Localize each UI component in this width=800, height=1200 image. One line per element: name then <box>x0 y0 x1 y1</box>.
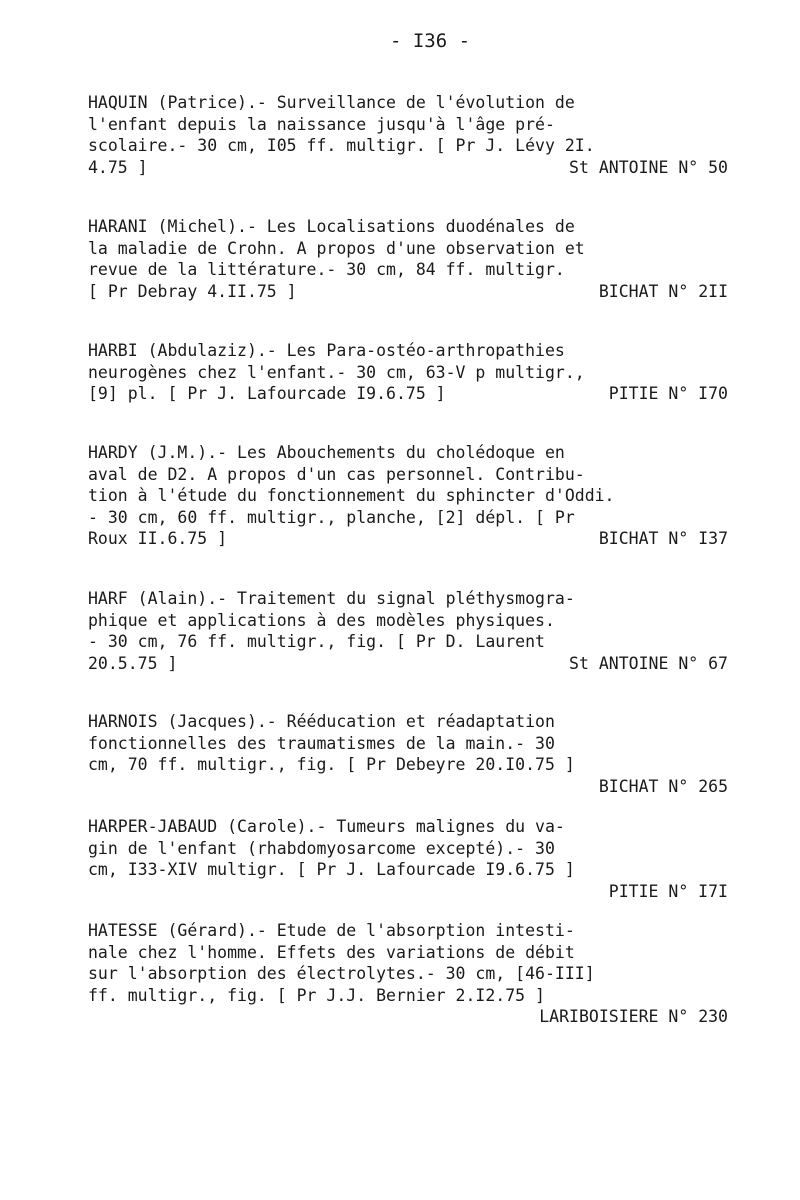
bibliography-entry <box>88 340 728 405</box>
entry-line: - 30 cm, 60 ff. multigr., planche, [2] dépl. [ Pr <box>88 507 575 527</box>
library-location: St ANTOINE N° 67 <box>569 653 728 673</box>
library-location: PITIE N° I7I <box>608 881 728 901</box>
bibliography-entry <box>88 92 728 178</box>
library-location: BICHAT N° 2II <box>598 281 728 301</box>
library-location: St ANTOINE N° 50 <box>569 157 728 177</box>
entry-line: la maladie de Crohn. A propos d'une observation et <box>88 238 585 258</box>
entry-line: HAQUIN (Patrice).- Surveillance de l'évolution de <box>88 93 575 112</box>
bibliography-entry <box>88 711 728 797</box>
bibliography-entry <box>88 920 728 1028</box>
entry-line: [9] pl. [ Pr J. Lafourcade I9.6.75 ] <box>88 384 446 403</box>
entry-line: cm, I33-XIV multigr. [ Pr J. Lafourcade I9.6.75 ] <box>88 860 575 879</box>
entry-line: phique et applications à des modèles physiques. <box>88 610 555 630</box>
entry-line: l'enfant depuis la naissance jusqu'à l'âge pré- <box>88 114 555 134</box>
bibliography-entry <box>88 216 728 302</box>
entry-line: Roux II.6.75 ] <box>88 529 228 548</box>
bibliography-entry <box>88 442 728 550</box>
library-location: PITIE N° I70 <box>608 384 728 403</box>
entry-line: HARANI (Michel).- Les Localisations duodénales de <box>88 217 575 236</box>
entry-line: ff. multigr., fig. [ Pr J.J. Bernier 2.I2.75 ] <box>88 985 545 1005</box>
library-location: BICHAT N° 265 <box>598 776 728 796</box>
entry-line: HATESSE (Gérard).- Etude de l'absorption intesti- <box>88 921 575 940</box>
entry-line: HARBI (Abdulaziz).- Les Para-ostéo-arthropathies <box>88 341 565 360</box>
entry-line: HARPER-JABAUD (Carole).- Tumeurs malignes du va- <box>88 817 565 836</box>
page-number: - I36 - <box>389 30 471 52</box>
bibliography-entry <box>88 816 728 902</box>
entry-line: revue de la littérature.- 30 cm, 84 ff. multigr. <box>88 260 565 279</box>
entry-line: cm, 70 ff. multigr., fig. [ Pr Debeyre 20.I0.75 ] <box>88 755 575 774</box>
entry-line: tion à l'étude du fonctionnement du sphincter d'Oddi. <box>88 486 615 505</box>
entry-line: HARNOIS (Jacques).- Rééducation et réadaptation <box>88 712 555 731</box>
entry-line: aval de D2. A propos d'un cas personnel. Contribu- <box>88 464 585 484</box>
entry-line: sur l'absorption des électrolytes.- 30 cm, [46-III] <box>88 964 595 983</box>
bibliography-entry <box>88 588 728 674</box>
entry-line: [ Pr Debray 4.II.75 ] <box>88 281 297 301</box>
entry-line: scolaire.- 30 cm, I05 ff. multigr. [ Pr J. Lévy 2I. <box>88 136 595 155</box>
entry-line: gin de l'enfant (rhabdomyosarcome excepté).- 30 <box>88 838 555 858</box>
library-location: LARIBOISIERE N° 230 <box>539 1007 728 1026</box>
entry-line: nale chez l'homme. Effets des variations de débit <box>88 942 575 962</box>
entry-line: 4.75 ] <box>88 157 148 177</box>
entry-line: HARF (Alain).- Traitement du signal pléthysmogra- <box>88 589 575 608</box>
entry-line: fonctionnelles des traumatismes de la main.- 30 <box>88 733 555 753</box>
library-location: BICHAT N° I37 <box>598 529 728 548</box>
entry-line: HARDY (J.M.).- Les Abouchements du cholédoque en <box>88 443 565 462</box>
entry-line: neurogènes chez l'enfant.- 30 cm, 63-V p multigr., <box>88 362 585 382</box>
entry-line: 20.5.75 ] <box>88 653 178 673</box>
entry-line: - 30 cm, 76 ff. multigr., fig. [ Pr D. Laurent <box>88 632 545 651</box>
